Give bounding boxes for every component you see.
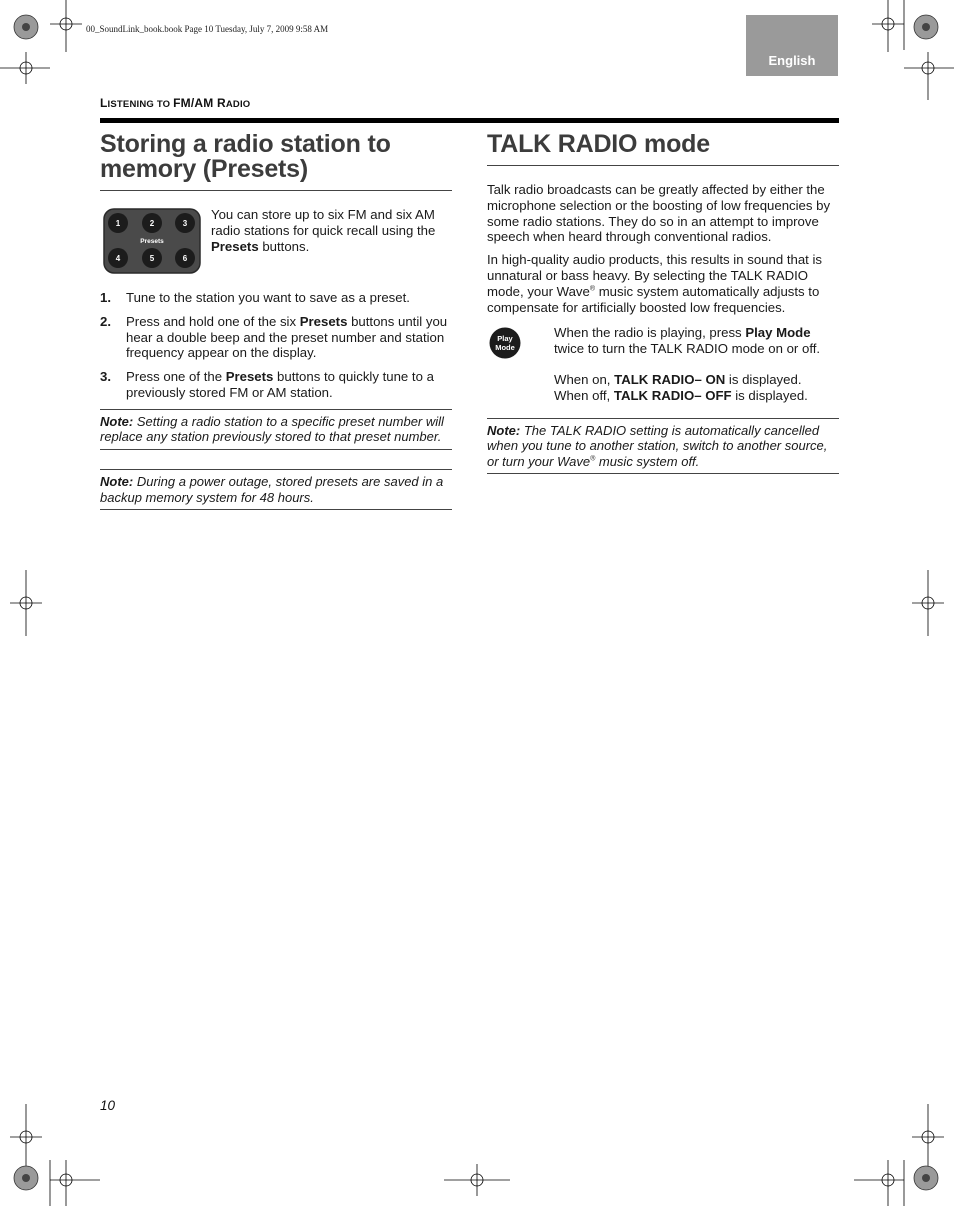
running-head-part: ADIO <box>225 99 251 110</box>
text-run: When the radio is playing, press <box>554 325 746 341</box>
list-item <box>100 290 452 306</box>
text-run-bold: TALK RADIO– ON <box>614 371 726 387</box>
text-run: buttons to quickly tune to a previously stored FM or AM station. <box>126 369 434 400</box>
text-run: buttons. <box>258 238 310 254</box>
text-run: twice to turn the TALK RADIO mode on or off. <box>554 341 821 357</box>
talk-radio-on-line <box>554 372 839 388</box>
running-head <box>100 96 250 110</box>
play-mode-icon-line: Mode <box>495 343 515 353</box>
text-run: is displayed. <box>725 371 802 387</box>
header-rule <box>100 118 839 123</box>
step-number: 3. <box>100 369 111 385</box>
note-talk-radio-cancelled <box>487 418 839 475</box>
registered-mark: ® <box>590 455 596 463</box>
note-label: Note: <box>487 422 521 438</box>
preset-button-3: 3 <box>182 219 188 228</box>
note-label: Note: <box>100 413 134 429</box>
text-run: Setting a radio station to a specific preset number will replace any station previously stored to that preset number. <box>100 413 444 445</box>
note-text <box>100 474 452 505</box>
talk-radio-para-2 <box>487 252 839 315</box>
preset-button-6: 6 <box>182 254 188 263</box>
language-tab-label: English <box>768 53 816 68</box>
running-head-part: L <box>100 96 108 110</box>
title-rule <box>100 190 452 191</box>
play-mode-instructions <box>554 325 839 403</box>
printer-slug: 00_SoundLink_book.book Page 10 Tuesday, July 7, 2009 9:58 AM <box>86 24 329 34</box>
preset-button-2: 2 <box>149 219 155 228</box>
presets-intro-row <box>100 207 452 274</box>
title-line: Storing a radio station to <box>100 130 391 158</box>
steps-list <box>100 290 452 401</box>
note-text <box>100 414 452 445</box>
note-preset-replace <box>100 409 452 450</box>
step-text <box>126 369 452 401</box>
text-run: is displayed. <box>731 387 808 403</box>
text-run: Tune to the station you want to save as a preset. <box>126 290 410 305</box>
list-item <box>100 314 452 361</box>
text-run: During a power outage, stored presets are saved in a backup memory system for 48 hours. <box>100 473 444 505</box>
preset-button-5: 5 <box>149 254 155 263</box>
right-column <box>487 132 839 474</box>
play-mode-icon-line: Play <box>497 334 513 344</box>
play-mode-button-icon <box>489 327 521 359</box>
text-run-bold: TALK RADIO– OFF <box>613 387 732 403</box>
page-number: 10 <box>100 1098 116 1113</box>
preset-button-4: 4 <box>115 254 121 263</box>
preset-button-1: 1 <box>115 219 121 228</box>
text-run: music system automatically adjusts to compensate for artificially boosted low frequencies. <box>487 283 820 315</box>
step-number: 2. <box>100 313 111 329</box>
talk-radio-off-line <box>554 388 839 404</box>
title-line: memory (Presets) <box>100 155 309 183</box>
text-run-bold: Presets <box>299 313 348 329</box>
step-text <box>126 290 410 306</box>
text-run: music system off. <box>595 453 700 469</box>
section-title-talk-radio: TALK RADIO mode <box>487 130 710 158</box>
presets-intro-text <box>211 207 451 274</box>
text-run-bold: Presets <box>211 238 259 254</box>
language-tab <box>746 15 838 76</box>
step-text <box>126 314 452 361</box>
running-head-part: ISTENING TO <box>107 99 174 110</box>
step-number: 1. <box>100 290 111 305</box>
text-run-bold: Presets <box>225 369 274 385</box>
text-run: The TALK RADIO setting is automatically cancelled when you tune to another station, switch to another source, or turn your Wave <box>487 422 828 469</box>
note-text <box>487 423 839 470</box>
registered-mark: ® <box>589 285 596 293</box>
play-mode-row <box>487 325 839 403</box>
running-head-part: FM/AM R <box>173 96 226 110</box>
left-column <box>100 132 452 510</box>
text-run-bold: Play Mode <box>745 325 811 341</box>
text-run: You can store up to six FM and six AM radio stations for quick recall using the <box>211 207 436 238</box>
text-run: When off, <box>554 387 614 403</box>
talk-radio-para-1: Talk radio broadcasts can be greatly affected by either the microphone selection or the boosting of low frequencies by some radio stations. They do so in an attempt to improve speech when heard through conventional radios. <box>487 182 831 245</box>
note-power-outage <box>100 469 452 510</box>
text-run: Press one of the <box>126 369 226 385</box>
play-mode-instruction <box>554 325 839 357</box>
list-item <box>100 369 452 401</box>
section-title-presets <box>100 132 452 182</box>
text-run: Press and hold one of the six <box>126 313 300 329</box>
text-run: In high-quality audio products, this results in sound that is unnatural or bass heavy. By selecting the TALK RADIO mode, your Wave <box>487 252 823 299</box>
presets-label: Presets <box>140 238 164 245</box>
note-label: Note: <box>100 473 134 489</box>
title-rule <box>487 165 839 166</box>
text-run: When on, <box>554 371 615 387</box>
presets-buttons-graphic <box>103 208 201 274</box>
text-run: buttons until you hear a double beep and the preset number and station frequency appear on the display. <box>126 313 448 361</box>
